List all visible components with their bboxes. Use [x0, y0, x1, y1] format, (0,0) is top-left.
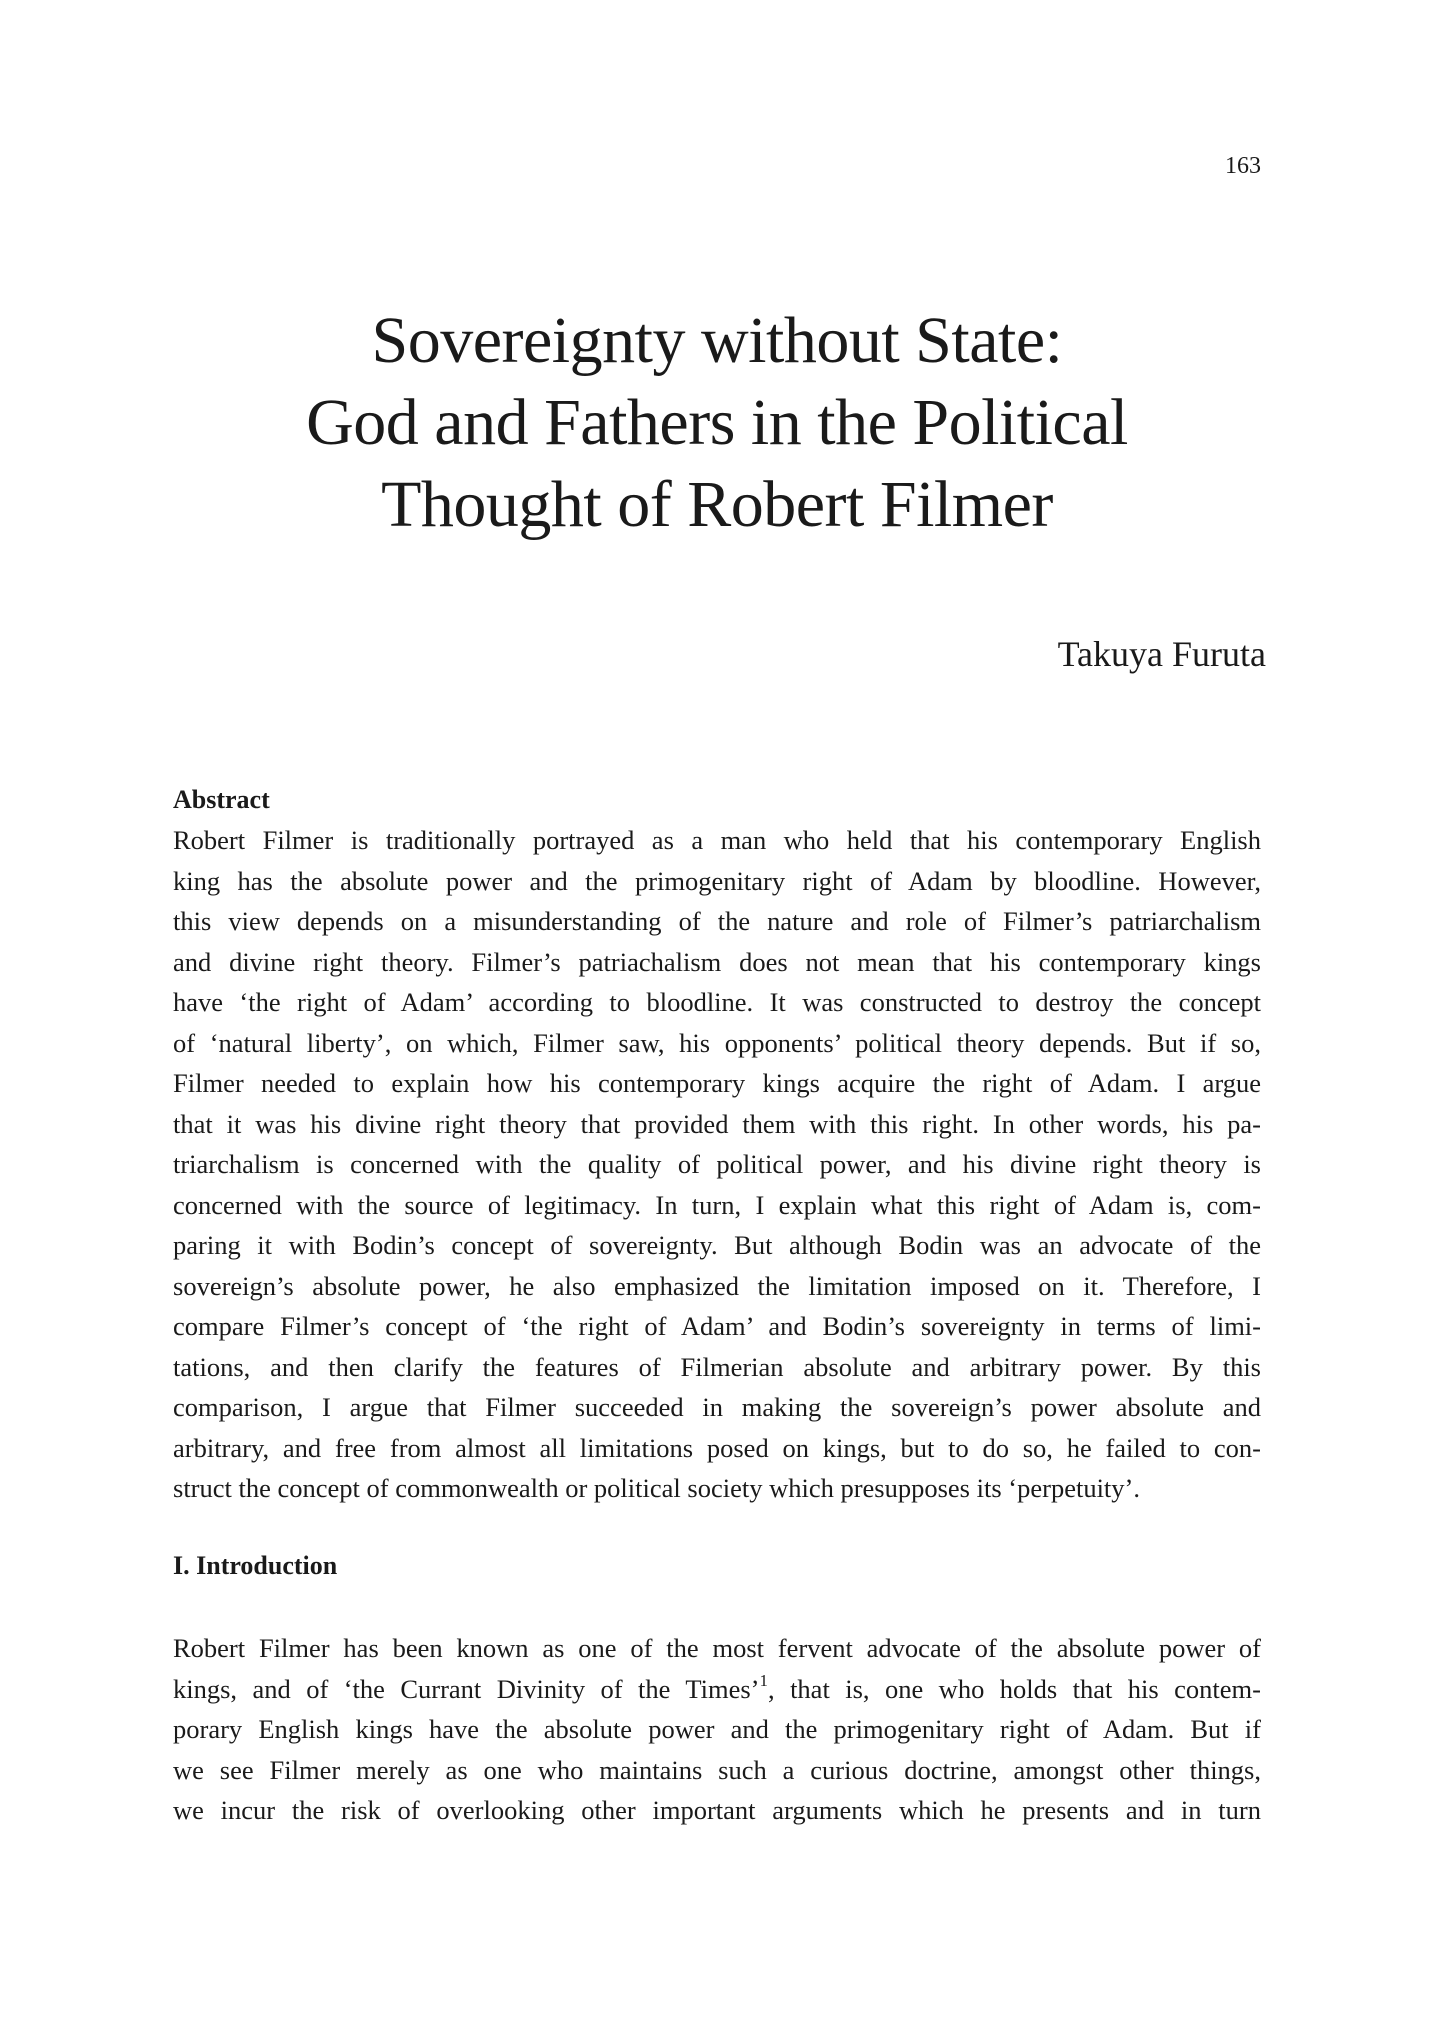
abstract-line: paring it with Bodin’s concept of sovereignty. But although Bodin was an advocate of the [173, 1230, 1261, 1260]
introduction-line: Robert Filmer has been known as one of the most fervent advocate of the absolute power of [173, 1633, 1261, 1663]
introduction-heading-block [173, 1546, 1261, 1586]
introduction-section [173, 1628, 1261, 1831]
abstract-line: of ‘natural liberty’, on which, Filmer saw, his opponents’ political theory depends. But if so, [173, 1027, 1261, 1058]
abstract-line: this view depends on a misunderstanding of the nature and role of Filmer’s patriarchalism [173, 906, 1261, 936]
abstract-line: concerned with the source of legitimacy. In turn, I explain what this right of Adam is, com- [173, 1189, 1261, 1220]
paper-title [0, 300, 1434, 546]
title-line: Thought of Robert Filmer [381, 468, 1053, 541]
abstract-line: king has the absolute power and the primogenitary right of Adam by bloodline. However, [173, 865, 1261, 896]
abstract-line: Robert Filmer is traditionally portrayed as a man who held that his contemporary English [173, 825, 1261, 855]
title-line: Sovereignty without State: [371, 304, 1063, 377]
introduction-paragraph [173, 1628, 1261, 1831]
abstract-line: sovereign’s absolute power, he also emphasized the limitation imposed on it. Therefore, I [173, 1270, 1261, 1301]
abstract-line: and divine right theory. Filmer’s patriachalism does not mean that his contemporary kings [173, 946, 1261, 977]
abstract-line: tations, and then clarify the features of Filmerian absolute and arbitrary power. By this [173, 1351, 1261, 1382]
abstract-line: have ‘the right of Adam’ according to bloodline. It was constructed to destroy the concept [173, 987, 1261, 1017]
abstract-line: Filmer needed to explain how his contemporary kings acquire the right of Adam. I argue [173, 1068, 1261, 1098]
title-line: God and Fathers in the Political [306, 386, 1128, 459]
abstract-line: arbitrary, and free from almost all limitations posed on kings, but to do so, he failed to con- [173, 1432, 1261, 1463]
page-number: 163 [1225, 153, 1261, 179]
introduction-line [173, 1669, 1261, 1710]
author-name: Takuya Furuta [1057, 634, 1266, 674]
abstract-line: compare Filmer’s concept of ‘the right of Adam’ and Bodin’s sovereignty in terms of limi- [173, 1311, 1261, 1341]
introduction-line: porary English kings have the absolute power and the primogenitary right of Adam. But if [173, 1714, 1261, 1744]
introduction-text: , that is, one who holds that his contem- [768, 1673, 1261, 1704]
footnote-reference[interactable]: 1 [759, 1670, 768, 1690]
introduction-line: we see Filmer merely as one who maintains such a curious doctrine, amongst other things, [173, 1754, 1261, 1785]
abstract-paragraph [173, 820, 1261, 1509]
introduction-text: kings, and of ‘the Currant Divinity of the Times’ [173, 1673, 760, 1704]
abstract-line: triarchalism is concerned with the quality of political power, and his divine right theory is [173, 1149, 1261, 1179]
abstract-line: that it was his divine right theory that provided them with this right. In other words, his pa- [173, 1108, 1261, 1139]
abstract-line: comparison, I argue that Filmer succeeded in making the sovereign’s power absolute and [173, 1392, 1261, 1422]
abstract-heading: Abstract [173, 785, 270, 814]
abstract-line: struct the concept of commonwealth or political society which presupposes its ‘perpetuity’. [173, 1473, 1140, 1503]
introduction-line: we incur the risk of overlooking other important arguments which he presents and in turn [173, 1795, 1261, 1825]
abstract-section [173, 780, 1261, 1509]
introduction-heading: I. Introduction [173, 1551, 338, 1580]
